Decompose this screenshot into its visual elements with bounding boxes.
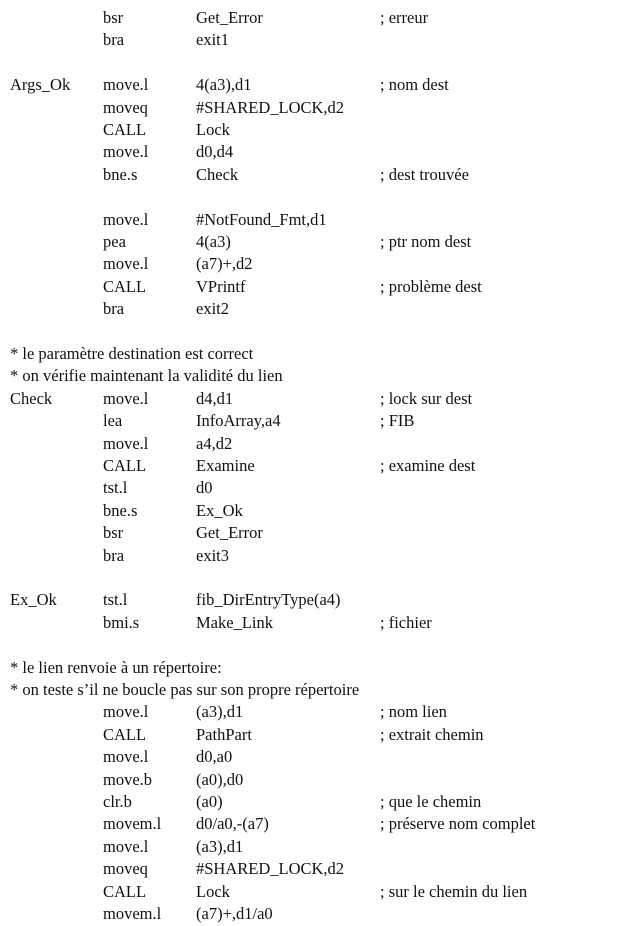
opcode-text: move.l — [103, 209, 149, 229]
operand-text: Check — [196, 164, 239, 184]
code-line — [0, 455, 639, 477]
operand-text: exit2 — [196, 299, 229, 319]
opcode-text: move.l — [103, 142, 149, 162]
operand-text: a4,d2 — [196, 433, 233, 453]
comment-line — [0, 365, 639, 387]
operand-text: exit1 — [196, 30, 229, 50]
code-line — [0, 97, 639, 119]
opcode-text: CALL — [103, 724, 147, 744]
opcode-text: bne.s — [103, 500, 138, 520]
code-line — [0, 410, 639, 432]
comment-line — [0, 679, 639, 701]
opcode-text: bra — [103, 545, 125, 565]
opcode-text: tst.l — [103, 478, 128, 498]
opcode-text: move.l — [103, 433, 149, 453]
blank-line — [0, 567, 639, 589]
code-line — [0, 276, 639, 298]
opcode-text: CALL — [103, 120, 147, 139]
opcode-text: moveq — [103, 859, 148, 879]
opcode-text: move.l — [103, 747, 149, 767]
opcode-text: CALL — [103, 276, 147, 296]
inline-comment: ; lock sur dest — [380, 388, 473, 408]
inline-comment: ; dest trouvée — [380, 164, 469, 184]
code-line — [0, 724, 639, 746]
comment-line — [0, 657, 639, 679]
opcode-text: CALL — [103, 881, 147, 901]
inline-comment: ; examine dest — [380, 456, 476, 475]
code-line — [0, 477, 639, 499]
code-line — [0, 545, 639, 567]
code-line — [0, 769, 639, 791]
opcode-text: bne.s — [103, 164, 138, 184]
inline-comment: ; nom lien — [380, 702, 447, 722]
opcode-text: pea — [103, 232, 126, 251]
code-line — [0, 813, 639, 835]
operand-text: 4(a3) — [196, 232, 231, 251]
code-line — [0, 903, 639, 925]
opcode-text: move.l — [103, 836, 149, 856]
inline-comment: ; FIB — [380, 411, 415, 431]
operand-text: Make_Link — [196, 612, 273, 632]
opcode-text: move.l — [103, 75, 149, 95]
code-line — [0, 253, 639, 275]
code-line — [0, 500, 639, 522]
code-line — [0, 119, 639, 141]
opcode-text: move.l — [103, 254, 149, 274]
code-line — [0, 164, 639, 186]
label-text: Check — [10, 388, 53, 408]
operand-text: d4,d1 — [196, 388, 234, 408]
operand-text: VPrintf — [196, 276, 246, 296]
code-line — [0, 209, 639, 231]
code-line — [0, 298, 639, 320]
operand-text: PathPart — [196, 724, 252, 744]
code-line — [0, 858, 639, 880]
operand-text: #SHARED_LOCK,d2 — [196, 859, 345, 879]
operand-text: 4(a3),d1 — [196, 75, 252, 95]
operand-text: Get_Error — [196, 523, 263, 543]
code-line — [0, 141, 639, 163]
opcode-text: movem.l — [103, 904, 162, 923]
operand-text: Get_Error — [196, 8, 263, 27]
operand-text: (a0) — [196, 792, 223, 811]
opcode-text: move.l — [103, 388, 149, 408]
inline-comment: ; ptr nom dest — [380, 232, 472, 251]
opcode-text: tst.l — [103, 590, 128, 610]
inline-comment: ; préserve nom complet — [380, 814, 536, 834]
opcode-text: bsr — [103, 523, 124, 543]
operand-text: d0 — [196, 478, 213, 498]
opcode-text: bmi.s — [103, 612, 140, 632]
operand-text: Lock — [196, 881, 230, 901]
operand-text: fib_DirEntryType(a4) — [196, 590, 341, 610]
code-line — [0, 612, 639, 634]
inline-comment: ; sur le chemin du lien — [380, 881, 528, 901]
code-line — [0, 74, 639, 96]
code-line — [0, 522, 639, 544]
code-line — [0, 433, 639, 455]
opcode-text: movem.l — [103, 814, 162, 834]
inline-comment: ; nom dest — [380, 75, 449, 95]
opcode-text: moveq — [103, 97, 148, 117]
blank-line — [0, 52, 639, 74]
code-line — [0, 881, 639, 903]
comment-text: * on vérifie maintenant la validité du lien — [10, 366, 283, 386]
inline-comment: ; problème dest — [380, 276, 482, 296]
opcode-text: clr.b — [103, 792, 132, 811]
operand-text: exit3 — [196, 545, 229, 565]
comment-line — [0, 343, 639, 365]
opcode-text: bra — [103, 299, 125, 319]
blank-line — [0, 634, 639, 656]
label-text: Ex_Ok — [10, 590, 57, 610]
opcode-text: move.b — [103, 769, 153, 789]
operand-text: InfoArray,a4 — [196, 411, 281, 431]
operand-text: #NotFound_Fmt,d1 — [196, 209, 327, 229]
opcode-text: lea — [103, 411, 123, 431]
operand-text: (a7)+,d1/a0 — [196, 904, 273, 923]
opcode-text: CALL — [103, 456, 147, 475]
blank-line — [0, 321, 639, 343]
operand-text: Lock — [196, 120, 230, 139]
operand-text: d0/a0,-(a7) — [196, 814, 269, 834]
inline-comment: ; fichier — [380, 612, 432, 632]
opcode-text: move.l — [103, 702, 149, 722]
code-line — [0, 746, 639, 768]
operand-text: (a3),d1 — [196, 702, 244, 722]
opcode-text: bra — [103, 30, 125, 50]
code-line — [0, 29, 639, 51]
operand-text: d0,a0 — [196, 747, 233, 767]
comment-text: * on teste s’il ne boucle pas sur son propre répertoire — [10, 680, 360, 699]
inline-comment: ; erreur — [380, 8, 429, 27]
code-line — [0, 589, 639, 611]
code-line — [0, 7, 639, 29]
operand-text: (a0),d0 — [196, 769, 244, 789]
operand-text: #SHARED_LOCK,d2 — [196, 97, 345, 117]
code-line — [0, 791, 639, 813]
label-text: Args_Ok — [10, 75, 71, 95]
blank-line — [0, 186, 639, 208]
comment-text: * le lien renvoie à un répertoire: — [10, 657, 222, 677]
code-line — [0, 388, 639, 410]
code-line — [0, 836, 639, 858]
operand-text: (a3),d1 — [196, 836, 244, 856]
operand-text: (a7)+,d2 — [196, 254, 253, 274]
operand-text: d0,d4 — [196, 142, 234, 162]
operand-text: Ex_Ok — [196, 500, 243, 520]
comment-text: * le paramètre destination est correct — [10, 344, 254, 363]
inline-comment: ; extrait chemin — [380, 724, 484, 744]
code-line — [0, 231, 639, 253]
inline-comment: ; que le chemin — [380, 792, 482, 811]
opcode-text: bsr — [103, 8, 124, 27]
code-line — [0, 701, 639, 723]
operand-text: Examine — [196, 456, 255, 475]
